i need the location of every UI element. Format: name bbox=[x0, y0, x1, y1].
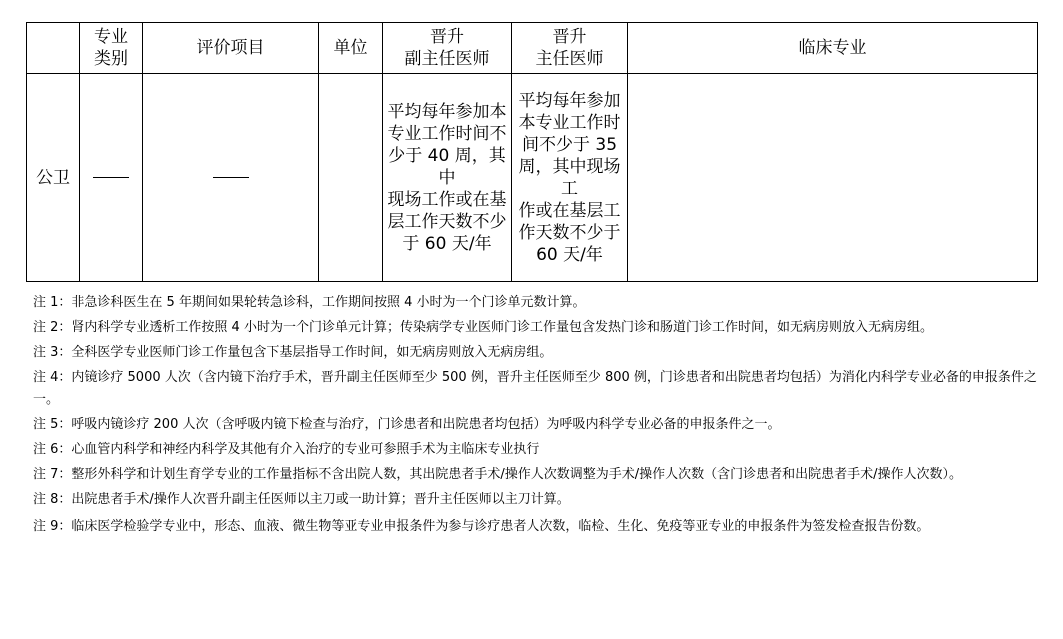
row-item bbox=[80, 74, 143, 282]
dash-mark bbox=[213, 177, 249, 178]
header-deputy-chief: 晋升 副主任医师 bbox=[383, 23, 512, 74]
row-chief-requirement: 平均每年参加 本专业工作时 间不少于 35 周，其中现场工 作或在基层工 作天数不少于 60 天/年 bbox=[512, 74, 628, 282]
note-1: 注 1：非急诊科医生在 5 年期间如果轮转急诊科，工作期间按照 4 小时为一个门诊单元数计算。 bbox=[33, 295, 586, 310]
row-unit bbox=[319, 74, 383, 282]
header-item: 评价项目 bbox=[143, 23, 319, 74]
note-9: 注 9：临床医学检验学专业中，形态、血液、微生物等亚专业申报条件为参与诊疗患者人次数，临检、生化、免疫等亚专业的申报条件为签发检查报告份数。 bbox=[33, 519, 930, 534]
row-clinical bbox=[628, 74, 1038, 282]
header-chief: 晋升 主任医师 bbox=[512, 23, 628, 74]
note-3: 注 3：全科医学专业医师门诊工作量包含下基层指导工作时间，如无病房则放入无病房组。 bbox=[33, 345, 553, 360]
table-header-row bbox=[27, 23, 1038, 74]
requirements-table bbox=[26, 22, 1038, 282]
note-5: 注 5：呼吸内镜诊疗 200 人次（含呼吸内镜下检查与治疗，门诊患者和出院患者均包括）为呼吸内科学专业必备的申报条件之一。 bbox=[33, 417, 781, 432]
note-8: 注 8：出院患者手术/操作人次晋升副主任医师以主刀或一助计算；晋升主任医师以主刀计算。 bbox=[33, 492, 570, 507]
header-unit: 单位 bbox=[319, 23, 383, 74]
note-2: 注 2：肾内科学专业透析工作按照 4 小时为一个门诊单元计算；传染病学专业医师门诊工作量包含发热门诊和肠道门诊工作时间，如无病房则放入无病房组。 bbox=[33, 320, 933, 335]
row-category: 公卫 bbox=[27, 74, 80, 282]
header-blank bbox=[27, 23, 80, 74]
table-row bbox=[27, 74, 1038, 282]
notes-section bbox=[33, 292, 1038, 541]
note-6: 注 6：心血管内科学和神经内科学及其他有介入治疗的专业可参照手术为主临床专业执行 bbox=[33, 442, 540, 457]
row-deputy-requirement: 平均每年参加本 专业工作时间不 少于 40 周，其中 现场工作或在基 层工作天数不少 于 60 天/年 bbox=[383, 74, 512, 282]
row-evaluation bbox=[143, 74, 319, 282]
dash-mark bbox=[93, 177, 129, 178]
header-clinical: 临床专业 bbox=[628, 23, 1038, 74]
note-4: 注 4：内镜诊疗 5000 人次（含内镜下治疗手术，晋升副主任医师至少 500 例，晋升主任医师至少 800 例，门诊患者和出院患者均包括）为消化内科学专业必备的申报条件之一。 bbox=[33, 370, 1037, 407]
header-category: 专业 类别 bbox=[80, 23, 143, 74]
note-7: 注 7：整形外科学和计划生育学专业的工作量指标不含出院人数，其出院患者手术/操作人次数调整为手术/操作人次数（含门诊患者和出院患者手术/操作人次数）。 bbox=[33, 467, 963, 482]
